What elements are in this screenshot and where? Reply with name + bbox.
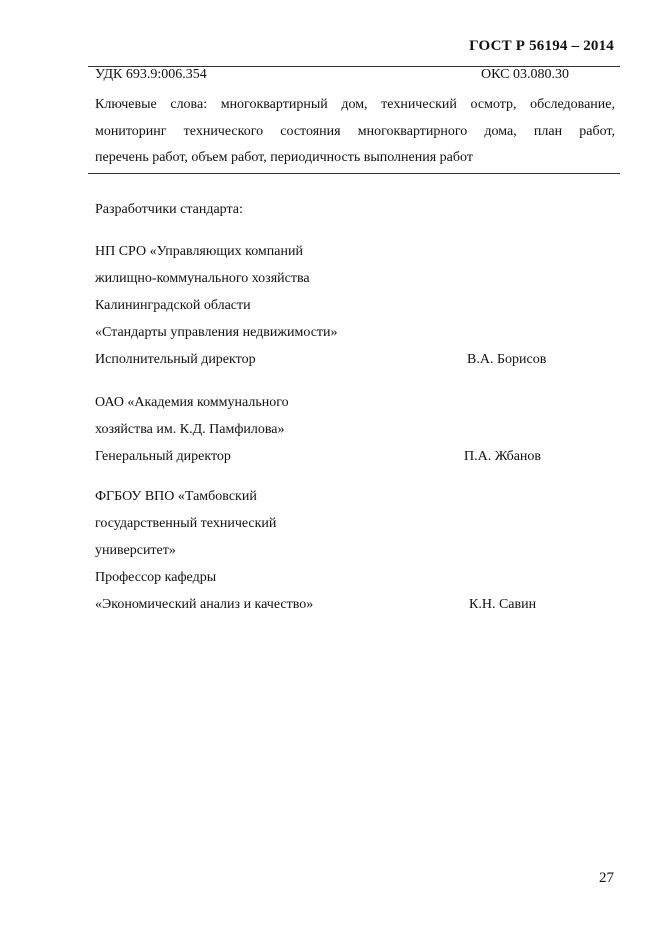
org-name-line: хозяйства им. К.Д. Памфилова» xyxy=(95,422,285,437)
org-name-line: Калининградской области xyxy=(95,298,251,313)
organization-block xyxy=(95,243,615,378)
standard-code-header: ГОСТ Р 56194 – 2014 xyxy=(469,38,614,54)
org-name-line: «Стандарты управления недвижимости» xyxy=(95,325,338,340)
org-name-line: университет» xyxy=(95,543,176,558)
person-name: К.Н. Савин xyxy=(469,597,537,612)
bottom-divider xyxy=(88,173,620,174)
organization-block xyxy=(95,394,615,475)
page-number: 27 xyxy=(599,870,614,886)
position-title: Исполнительный директор xyxy=(95,352,256,367)
person-name: П.А. Жбанов xyxy=(464,449,542,464)
keywords-line: Ключевые слова: многоквартирный дом, технический осмотр, обследование, xyxy=(95,97,615,112)
person-name: В.А. Борисов xyxy=(467,352,547,367)
signature-line xyxy=(95,448,615,475)
org-name-line: государственный технический xyxy=(95,516,277,531)
developers-heading: Разработчики стандарта: xyxy=(95,202,243,217)
organization-block xyxy=(95,488,615,623)
keywords-line: мониторинг технического состояния многоквартирного дома, план работ, xyxy=(95,123,615,139)
org-name-line: ФГБОУ ВПО «Тамбовский xyxy=(95,489,257,504)
org-name-line: ОАО «Академия коммунального xyxy=(95,395,289,410)
signature-line xyxy=(95,351,615,378)
org-name-line: Профессор кафедры xyxy=(95,570,217,585)
udk-code: УДК 693.9:006.354 xyxy=(95,67,207,82)
keywords-block xyxy=(95,92,615,172)
oks-code: ОКС 03.080.30 xyxy=(481,67,569,82)
position-title: «Экономический анализ и качество» xyxy=(95,597,314,612)
keywords-line: перечень работ, объем работ, периодичность выполнения работ xyxy=(95,150,473,165)
org-name-line: жилищно-коммунального хозяйства xyxy=(95,271,310,286)
signature-line xyxy=(95,596,615,623)
position-title: Генеральный директор xyxy=(95,449,231,464)
org-name-line: НП СРО «Управляющих компаний xyxy=(95,244,303,259)
classification-row xyxy=(95,67,615,87)
